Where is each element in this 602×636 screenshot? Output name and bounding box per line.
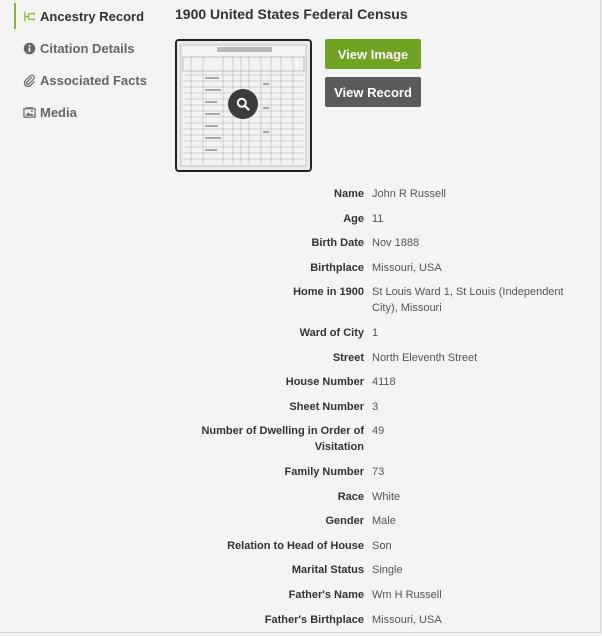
record-label: House Number — [285, 376, 364, 389]
record-value: North Eleventh Street — [372, 351, 478, 364]
record-label: Father's Name — [288, 588, 364, 601]
record-label: Marital Status — [291, 564, 364, 577]
sidebar-item-citation-details[interactable] — [14, 37, 164, 59]
record-row — [175, 399, 595, 415]
sidebar-item-label: Associated Facts — [40, 72, 147, 88]
record-label: Ward of City — [299, 326, 364, 339]
record-row — [175, 464, 595, 480]
record-row — [175, 538, 595, 554]
record-label: Home in 1900 — [293, 286, 364, 299]
record-row — [175, 374, 595, 390]
record-label: Birth Date — [311, 237, 364, 250]
zoom-button[interactable] — [228, 89, 258, 119]
record-row — [175, 513, 595, 529]
record-value: 4118 — [372, 376, 396, 389]
record-label: Street — [332, 351, 364, 364]
record-details — [175, 186, 595, 636]
record-value: John R Russell — [372, 188, 446, 200]
record-row — [175, 587, 595, 603]
record-value: 3 — [372, 400, 379, 413]
record-row — [175, 350, 595, 366]
record-label: Age — [343, 212, 364, 225]
record-value: White — [372, 490, 401, 503]
sidebar-item-label: Media — [40, 104, 77, 120]
record-label: Father's Birthplace — [264, 613, 364, 626]
record-value: Missouri, USA — [372, 613, 442, 626]
record-value: 73 — [372, 465, 385, 478]
census-image-thumbnail[interactable] — [175, 39, 312, 172]
sidebar-item-ancestry-record[interactable] — [14, 5, 164, 27]
record-value: Missouri, USA — [372, 261, 442, 274]
record-row — [175, 612, 595, 628]
record-value: Nov 1888 — [372, 237, 420, 250]
photo-icon — [23, 106, 36, 119]
record-label: Race — [337, 490, 364, 503]
view-image-button[interactable]: View Image — [325, 39, 421, 69]
sidebar-item-associated-facts[interactable] — [14, 69, 164, 91]
record-label: Sheet Number — [289, 400, 364, 413]
record-label: Number of Dwelling in Order of Visitation — [201, 425, 364, 454]
record-row — [175, 284, 595, 316]
paperclip-icon — [23, 74, 36, 87]
record-value: Male — [372, 515, 396, 528]
record-value: Son — [372, 539, 392, 552]
record-value: St Louis Ward 1, St Louis (Independent City), Missouri — [372, 286, 564, 315]
record-value: 1 — [372, 326, 379, 339]
record-row — [175, 423, 595, 455]
view-record-button[interactable]: View Record — [325, 77, 421, 107]
record-value: Single — [372, 564, 403, 577]
record-row — [175, 211, 595, 227]
record-row — [175, 260, 595, 276]
record-label: Name — [334, 188, 364, 200]
record-row — [175, 562, 595, 578]
ancestry-record-icon — [23, 10, 36, 23]
sidebar-item-label: Citation Details — [40, 40, 135, 56]
record-row — [175, 186, 595, 202]
info-circle-icon — [23, 42, 36, 55]
record-label: Family Number — [284, 465, 364, 478]
record-row — [175, 325, 595, 341]
record-label: Relation to Head of House — [227, 539, 364, 552]
record-value: 11 — [372, 212, 384, 225]
record-label: Birthplace — [310, 261, 364, 274]
record-row — [175, 489, 595, 505]
record-value: Wm H Russell — [372, 588, 442, 601]
sidebar-item-label: Ancestry Record — [40, 8, 145, 24]
record-row — [175, 235, 595, 251]
sidebar — [14, 5, 164, 133]
record-value: 49 — [372, 425, 385, 438]
search-icon — [236, 97, 250, 111]
record-label: Gender — [325, 515, 364, 528]
page-title: 1900 United States Federal Census — [175, 6, 408, 22]
sidebar-item-media[interactable] — [14, 101, 164, 123]
